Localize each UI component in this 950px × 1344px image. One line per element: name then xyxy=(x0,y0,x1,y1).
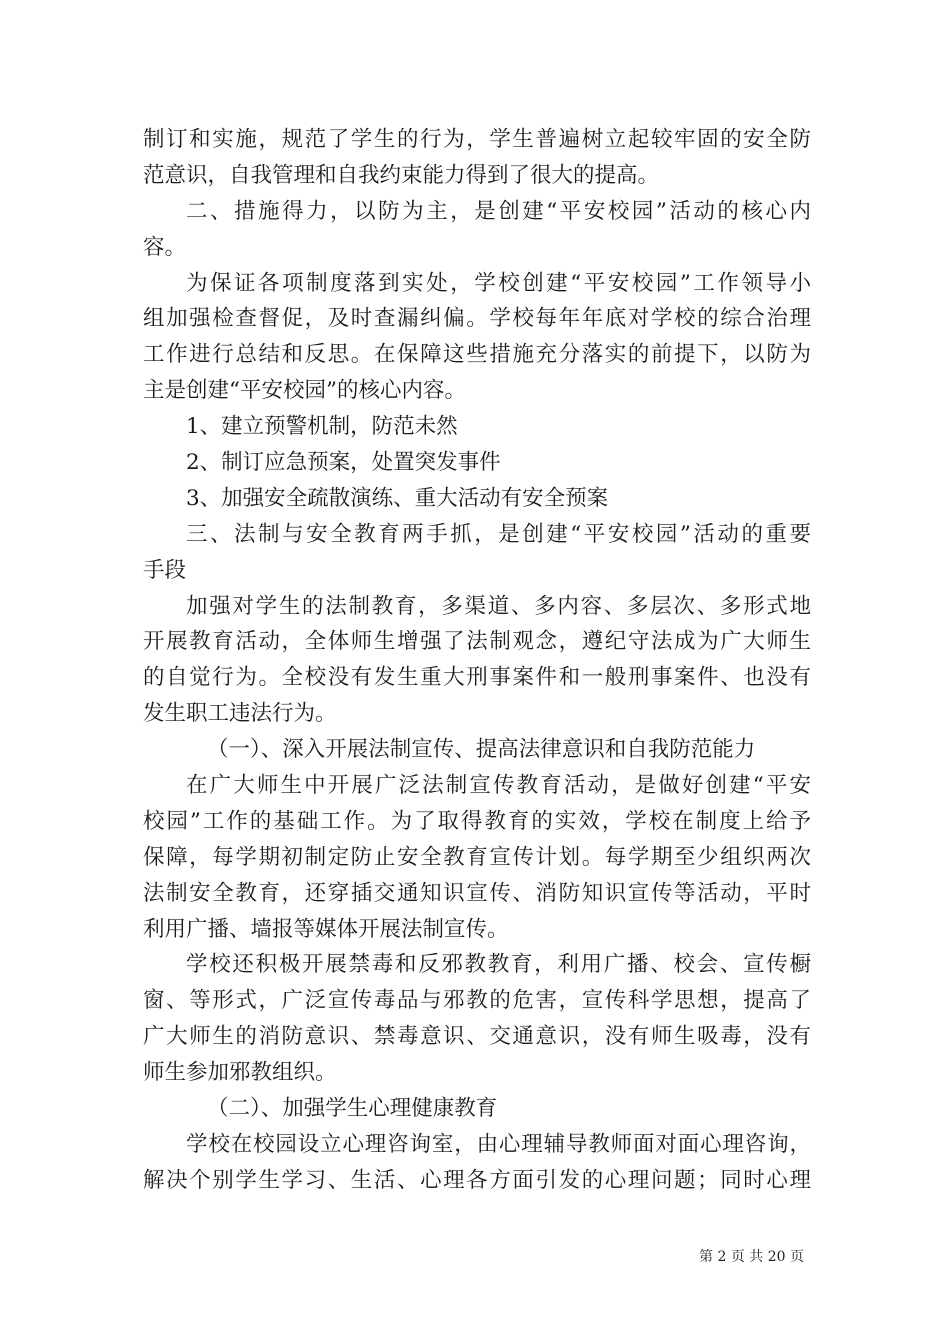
text-line: 的自觉行为。全校没有发生重大刑事案件和一般刑事案件、也没有 xyxy=(143,665,811,691)
text-line: 范意识，自我管理和自我约束能力得到了很大的提高。 xyxy=(143,162,660,188)
text-line: 为保证各项制度落到实处，学校创建“平安校园”工作领导小 xyxy=(186,270,811,296)
text-line: 广大师生的消防意识、禁毒意识、交通意识，没有师生吸毒，没有 xyxy=(143,1024,811,1050)
text-line: 在广大师生中开展广泛法制宣传教育活动，是做好创建“平安 xyxy=(186,773,811,799)
text-line: 制订和实施，规范了学生的行为，学生普遍树立起较牢固的安全防 xyxy=(143,127,811,152)
text-line: 开展教育活动，全体师生增强了法制观念，遵纪守法成为广大师生 xyxy=(143,629,811,655)
document-body xyxy=(143,122,811,1199)
text-line: 二、措施得力，以防为主，是创建“平安校园”活动的核心内 xyxy=(186,198,811,224)
text-line: （一）、深入开展法制宣传、提高法律意识和自我防范能力 xyxy=(207,737,756,763)
text-line: 校园”工作的基础工作。为了取得教育的实效，学校在制度上给予 xyxy=(143,808,811,834)
text-line: 3、加强安全疏散演练、重大活动有安全预案 xyxy=(186,485,609,511)
text-line: 解决个别学生学习、生活、心理各方面引发的心理问题；同时心理 xyxy=(143,1167,811,1193)
text-line: 组加强检查督促，及时查漏纠偏。学校每年年底对学校的综合治理 xyxy=(143,306,811,332)
text-line: （二）、加强学生心理健康教育 xyxy=(207,1096,498,1122)
text-line: 学校在校园设立心理咨询室，由心理辅导教师面对面心理咨询， xyxy=(186,1131,811,1157)
text-line: 利用广播、墙报等媒体开展法制宣传。 xyxy=(143,916,509,942)
text-line: 学校还积极开展禁毒和反邪教教育，利用广播、校会、宣传橱 xyxy=(186,952,811,978)
text-line: 容。 xyxy=(143,234,187,260)
text-line: 工作进行总结和反思。在保障这些措施充分落实的前提下，以防为 xyxy=(143,342,811,368)
page-number-footer: 第 2 页 共 20 页 xyxy=(699,1249,804,1265)
text-line: 手段 xyxy=(143,557,187,583)
text-line: 师生参加邪教组织。 xyxy=(143,1060,337,1086)
text-line: 三、法制与安全教育两手抓，是创建“平安校园”活动的重要 xyxy=(186,521,811,547)
text-line: 发生职工违法行为。 xyxy=(143,701,337,727)
text-line: 法制安全教育，还穿插交通知识宣传、消防知识宣传等活动，平时 xyxy=(143,880,811,906)
text-line: 1、建立预警机制，防范未然 xyxy=(186,414,458,440)
text-line: 主是创建“平安校园”的核心内容。 xyxy=(143,378,466,404)
text-line: 加强对学生的法制教育，多渠道、多内容、多层次、多形式地 xyxy=(186,593,811,619)
text-line: 保障，每学期初制定防止安全教育宣传计划。每学期至少组织两次 xyxy=(143,844,811,870)
text-line: 窗、等形式，广泛宣传毒品与邪教的危害，宣传科学思想，提高了 xyxy=(143,988,811,1014)
text-line: 2、制订应急预案，处置突发事件 xyxy=(186,450,501,476)
